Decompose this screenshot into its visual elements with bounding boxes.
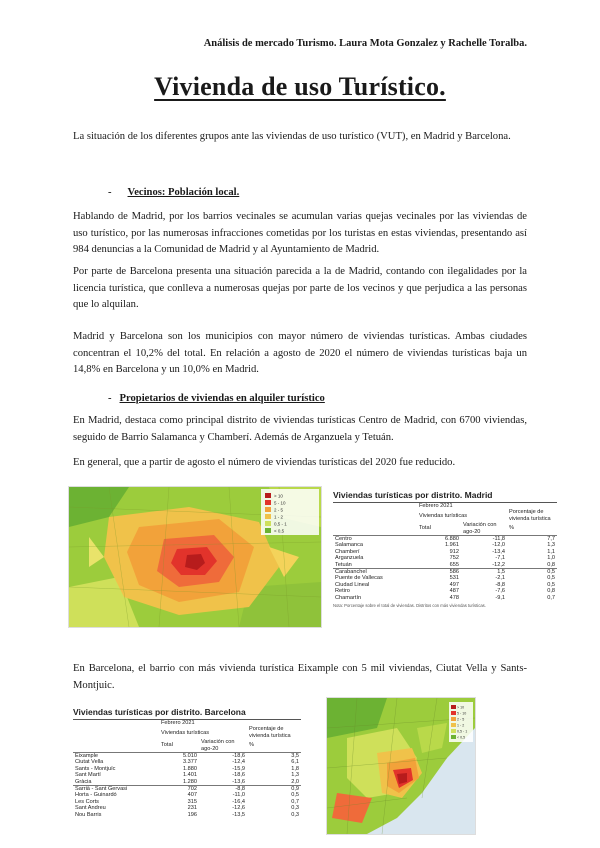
legend-label: 2 - 5: [274, 507, 284, 513]
madrid-table: [333, 490, 557, 608]
row-value: 0,5: [547, 569, 555, 576]
legend-label: < 0,5: [274, 528, 285, 534]
legend-label: 1 - 2: [274, 514, 284, 520]
row-value: 531: [449, 575, 459, 582]
section-heading: Vecinos: Población local.: [127, 187, 240, 198]
page-title: Vivienda de uso Turístico.: [154, 72, 446, 101]
legend-label: 1 - 2: [457, 723, 465, 728]
col-pct-unit: %: [249, 742, 254, 749]
row-value: -18,6: [232, 772, 245, 779]
row-value: 0,3: [291, 805, 299, 812]
row-value: 1.880: [183, 765, 197, 772]
row-value: 5.010: [183, 753, 197, 760]
page-header: Análisis de mercado Turismo. Laura Mota Gonzalez y Rachelle Toralba.: [203, 38, 527, 49]
row-label: Chamberí: [335, 548, 360, 555]
paragraph-madrid-quejas: Hablando de Madrid, por los barrios vecinales se acumulan varias quejas vecinales por las viviendas de uso turístico, por las numerosas infracciones cometidas por los turistas en estas viviendas, presentando así 984 denuncias a la Comunidad de Madrid y al Ayuntamiento de Madrid.: [73, 211, 527, 255]
col-group: Viviendas turísticas: [419, 512, 468, 519]
row-value: 0,5: [291, 792, 299, 799]
row-value: 1,8: [291, 765, 299, 772]
row-label: Gràcia: [75, 778, 92, 785]
row-value: 0,8: [547, 588, 555, 595]
row-label: Les Corts: [75, 798, 99, 805]
row-label: Sarrià - Sant Gervasi: [75, 786, 128, 793]
row-value: 315: [187, 798, 197, 805]
col-total: Total: [419, 525, 431, 532]
row-value: 6.880: [445, 536, 459, 543]
row-label: Centro: [335, 536, 352, 543]
row-value: 655: [449, 561, 459, 568]
paragraph-madrid-distritos: En Madrid, destaca como principal distrito de viviendas turísticas Centro de Madrid, con 6700 viviendas, seguido de Barrio Salamanca y Chamberí. Además de Arganzuela y Tetuán.: [73, 415, 527, 443]
row-value: 478: [449, 594, 459, 601]
table-row: [73, 812, 301, 818]
row-value: 231: [187, 805, 197, 812]
row-label: Eixample: [75, 753, 99, 760]
table-period: Febrero 2021: [419, 503, 453, 509]
row-value: -7,6: [495, 588, 505, 595]
row-value: 497: [449, 581, 459, 588]
row-value: 3.377: [183, 759, 197, 766]
table-period: Febrero 2021: [161, 720, 195, 726]
row-value: 6,1: [291, 759, 299, 766]
legend-label: 0,5 - 1: [457, 729, 468, 734]
row-value: -18,6: [232, 753, 245, 760]
legend-label: 2 - 5: [457, 717, 465, 722]
paragraph-barcelona-quejas: Por parte de Barcelona presenta una situación parecida a la de Madrid, contando con ilegalidades por la licencia turística, que conlleva a numerosas quejas por parte de los vecinos y que perjudica a las personas que lo alquilan.: [73, 266, 527, 310]
paragraph-general: En general, que a partir de agosto el número de viviendas turísticas del 2020 fue reducido.: [73, 457, 456, 468]
legend-label: > 10: [274, 493, 283, 499]
row-value: 586: [449, 569, 459, 576]
row-label: Horta - Guinardó: [75, 792, 117, 799]
row-value: 407: [187, 792, 197, 799]
row-value: -13,4: [492, 548, 505, 555]
row-value: 702: [187, 786, 197, 793]
row-value: 487: [449, 588, 459, 595]
barcelona-map-image: [326, 697, 476, 835]
row-value: 912: [449, 548, 459, 555]
table-row: [73, 779, 301, 786]
row-value: -9,1: [495, 594, 505, 601]
row-label: Carabanchel: [335, 569, 367, 576]
list-dash: -: [108, 187, 112, 198]
row-value: 0,7: [291, 798, 299, 805]
row-value: 0,3: [291, 811, 299, 818]
row-value: -12,6: [232, 805, 245, 812]
list-dash: -: [108, 393, 112, 404]
legend-label: 5 - 10: [274, 500, 286, 506]
barcelona-data-table: [73, 720, 301, 818]
table-row: [73, 753, 301, 760]
row-value: 1,0: [547, 555, 555, 562]
row-label: Sant Andreu: [75, 805, 106, 812]
row-value: 7,7: [547, 536, 555, 543]
section-heading: Propietarios de viviendas en alquiler turístico: [119, 393, 325, 404]
table-row: [333, 595, 557, 601]
row-value: 1.961: [445, 542, 459, 549]
col-group: Viviendas turísticas: [161, 729, 210, 736]
row-label: Ciudad Lineal: [335, 581, 370, 588]
row-value: -7,1: [495, 555, 505, 562]
row-value: -12,4: [232, 759, 245, 766]
table-row: [73, 786, 301, 793]
row-label: Sants - Montjuïc: [75, 765, 116, 772]
row-value: -2,1: [495, 575, 505, 582]
row-value: 1,1: [547, 548, 555, 555]
row-label: Puente de Vallecas: [335, 575, 383, 582]
row-value: 196: [187, 811, 197, 818]
row-value: -8,8: [235, 786, 245, 793]
legend-label: 5 - 10: [457, 711, 467, 716]
row-value: 0,5: [547, 575, 555, 582]
section-propietarios: [108, 388, 325, 406]
table-title: Viviendas turísticas por distrito. Madrid: [333, 490, 493, 500]
col-var: Variación con ago-20: [463, 522, 497, 535]
madrid-choropleth: [69, 487, 321, 627]
row-label: Ciutat Vella: [75, 759, 104, 766]
row-label: Sant Martí: [75, 772, 101, 779]
row-value: 752: [449, 555, 459, 562]
table-row: [333, 562, 557, 569]
table-row: [333, 569, 557, 576]
row-value: -8,8: [495, 581, 505, 588]
row-value: -12,0: [492, 542, 505, 549]
row-label: Tetuán: [335, 561, 352, 568]
paragraph-barcelona-distritos: En Barcelona, el barrio con más vivienda turística Eixample con 5 mil viviendas, Ciutat Vella y Sants-Montjuic.: [73, 663, 527, 691]
row-value: 0,5: [547, 581, 555, 588]
col-pct: Porcentaje de vivienda turística: [249, 726, 291, 739]
row-value: -12,2: [492, 561, 505, 568]
section-vecinos: [108, 182, 239, 200]
barcelona-choropleth: [327, 698, 475, 834]
row-value: -13,6: [232, 778, 245, 785]
row-value: -16,4: [232, 798, 245, 805]
row-label: Salamanca: [335, 542, 363, 549]
col-pct-unit: %: [509, 525, 514, 532]
row-value: 3,5: [291, 753, 299, 760]
row-value: 2,0: [291, 778, 299, 785]
row-value: -13,5: [232, 811, 245, 818]
legend-label: < 0,5: [457, 735, 466, 740]
barcelona-table: [73, 707, 301, 818]
row-value: 1.280: [183, 778, 197, 785]
legend-label: 0,5 - 1: [274, 521, 287, 527]
row-value: 1,3: [547, 542, 555, 549]
row-label: Retiro: [335, 588, 350, 595]
table-row: [333, 536, 557, 543]
legend-label: > 10: [457, 705, 465, 710]
row-label: Arganzuela: [335, 555, 364, 562]
col-pct: Porcentaje de vivienda turística: [509, 509, 551, 522]
row-value: 0,9: [291, 786, 299, 793]
row-value: 1,5: [497, 569, 505, 576]
row-value: -15,9: [232, 765, 245, 772]
table-title: Viviendas turísticas por distrito. Barcelona: [73, 707, 246, 717]
paragraph-estadisticas: Madrid y Barcelona son los municipios con mayor número de viviendas turísticas. Ambas ciudades concentran el 10,2% del total. En relación a agosto de 2020 el número de viviendas turísticas baja un 14,8% en Barcelona y un 10,0% en Madrid.: [73, 331, 527, 375]
row-value: -11,8: [492, 536, 505, 543]
row-value: 0,8: [547, 561, 555, 568]
row-value: -11,0: [232, 792, 245, 799]
row-value: 1.401: [183, 772, 197, 779]
madrid-data-table: [333, 503, 557, 601]
table-note: Nota: Porcentaje sobre el total de viviendas. Distritos con más viviendas turísticas.: [333, 603, 486, 609]
col-var: Variación con ago-20: [201, 739, 235, 752]
row-label: Nou Barris: [75, 811, 102, 818]
row-value: 1,3: [291, 772, 299, 779]
col-total: Total: [161, 742, 173, 749]
intro-paragraph: La situación de los diferentes grupos ante las viviendas de uso turístico (VUT), en Madrid y Barcelona.: [73, 131, 511, 142]
row-value: 0,7: [547, 594, 555, 601]
madrid-map-image: [68, 486, 322, 628]
row-label: Chamartín: [335, 594, 362, 601]
